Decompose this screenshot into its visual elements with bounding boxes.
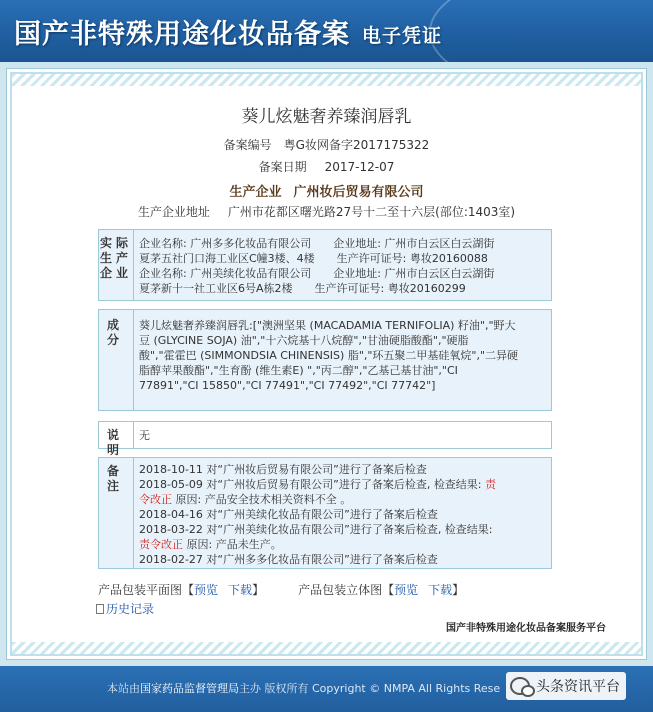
producer-address-value: 广州市花都区曙光路27号十二至十六层(部位:1403室) bbox=[227, 205, 516, 219]
record-date-value: 2017-12-07 bbox=[324, 160, 395, 174]
note-line: 2018-10-11 对“广州妆后贸易有限公司”进行了备案后检查 bbox=[139, 463, 427, 476]
manufacturer-content bbox=[139, 236, 545, 296]
page-subtitle: 电子凭证 bbox=[362, 25, 443, 47]
producer-line bbox=[0, 181, 653, 200]
note-line: 2018-05-09 对“广州妆后贸易有限公司”进行了备案后检查, 检查结果: 责 bbox=[139, 478, 497, 491]
manufacturer-line: 企业名称: 广州多多化妆品有限公司 企业地址: 广州市白云区白云湖街 bbox=[139, 237, 495, 250]
product-name: 葵儿炫魅奢养臻润唇乳 bbox=[241, 107, 412, 127]
producer-label: 生产企业 bbox=[229, 185, 282, 200]
record-number-label: 备案编号 bbox=[223, 138, 272, 152]
packaging-links: 产品包装平面图【预览 下载】 产品包装立体图【预览 下载】 bbox=[98, 583, 465, 597]
header-banner bbox=[0, 0, 653, 62]
producer-address-line bbox=[0, 203, 653, 220]
agency-name: 国家药品监督管理局 bbox=[140, 682, 239, 695]
producer-value: 广州妆后贸易有限公司 bbox=[293, 185, 424, 200]
footer-copyright: 本站由国家药品监督管理局主办 版权所有 Copyright © NMPA All Rights Rese bbox=[107, 682, 501, 695]
solid-package-label: 产品包装立体图 bbox=[298, 583, 383, 597]
manufacturer-line: 企业名称: 广州美续化妆品有限公司 企业地址: 广州市白云区白云湖街 bbox=[139, 267, 495, 280]
description-section bbox=[98, 421, 552, 457]
watermark bbox=[506, 672, 626, 700]
ingredients-line: 77891","CI 15850","CI 77491","CI 77492","CI 77742"] bbox=[139, 379, 436, 392]
watermark-text: 头条资讯平台 bbox=[536, 679, 620, 695]
rectify-status: 责 bbox=[485, 478, 497, 491]
note-line: 2018-04-16 对“广州美续化妆品有限公司”进行了备案后检查 bbox=[139, 508, 438, 521]
wechat-icon bbox=[510, 677, 530, 695]
page-title: 国产非特殊用途化妆品备案 bbox=[14, 19, 350, 50]
platform-logo: 国产非特殊用途化妆品备案服务平台 bbox=[446, 623, 606, 634]
ingredients-content bbox=[139, 318, 545, 393]
note-line: 2018-02-27 对“广州多多化妆品有限公司”进行了备案后检查 bbox=[139, 553, 438, 566]
ingredients-label: 成分 bbox=[99, 310, 134, 410]
notes-content bbox=[139, 462, 545, 567]
ingredients-section bbox=[98, 309, 552, 411]
solid-preview-link[interactable]: 预览 bbox=[394, 583, 419, 597]
record-number-line bbox=[0, 136, 653, 153]
manufacturer-section bbox=[98, 229, 552, 301]
note-line: 2018-03-22 对“广州美续化妆品有限公司”进行了备案后检查, 检查结果: bbox=[139, 523, 493, 536]
record-date-line bbox=[0, 158, 653, 175]
notes-section bbox=[98, 457, 552, 569]
history-link[interactable] bbox=[96, 600, 154, 617]
manufacturer-line: 夏茅五社门口海工业区C幢3楼、4楼 生产许可证号: 粤妆20160088 bbox=[139, 252, 488, 265]
rectify-status: 责令改正 bbox=[139, 538, 183, 551]
paper-pattern-top bbox=[12, 74, 641, 86]
manufacturer-line: 夏茅新十一社工业区6号A栋2楼 生产许可证号: 粤妆20160299 bbox=[139, 282, 466, 295]
record-date-label: 备案日期 bbox=[258, 160, 307, 174]
solid-download-link[interactable]: 下载 bbox=[428, 583, 453, 597]
ingredients-line: 豆 (GLYCINE SOJA) 油","十六烷基十八烷醇","甘油硬脂酸酯","硬脂 bbox=[139, 334, 469, 347]
flat-preview-link[interactable]: 预览 bbox=[194, 583, 219, 597]
document-icon bbox=[96, 604, 104, 614]
banner-decoration bbox=[429, 0, 653, 62]
manufacturer-label: 实际生产企业 bbox=[99, 230, 134, 300]
ingredients-line: 脂醇苹果酸酯","生育酚 (维生素E) ","丙二醇","乙基己基甘油","CI bbox=[139, 364, 458, 377]
description-label: 说明 bbox=[99, 422, 134, 448]
note-line: 令改正 原因: 产品安全技术相关资料不全 。 bbox=[139, 493, 352, 506]
producer-address-label: 生产企业地址 bbox=[137, 205, 210, 219]
rectify-status: 令改正 bbox=[139, 493, 172, 506]
flat-download-link[interactable]: 下载 bbox=[228, 583, 253, 597]
ingredients-line: 葵儿炫魅奢养臻润唇乳:["澳洲坚果 (MACADAMIA TERNIFOLIA) 籽油","野大 bbox=[139, 319, 516, 332]
notes-label: 备注 bbox=[99, 458, 134, 568]
note-line: 责令改正 原因: 产品未生产。 bbox=[139, 538, 282, 551]
record-number-value: 粤G妆网备字2017175322 bbox=[283, 138, 430, 152]
history-label[interactable]: 历史记录 bbox=[106, 602, 155, 616]
flat-package-label: 产品包装平面图 bbox=[98, 583, 183, 597]
ingredients-line: 酸","霍霍巴 (SIMMONDSIA CHINENSIS) 脂","环五聚二甲基硅氧烷","二异硬 bbox=[139, 349, 519, 362]
paper-pattern-bottom bbox=[12, 642, 641, 654]
description-value: 无 bbox=[139, 429, 150, 442]
